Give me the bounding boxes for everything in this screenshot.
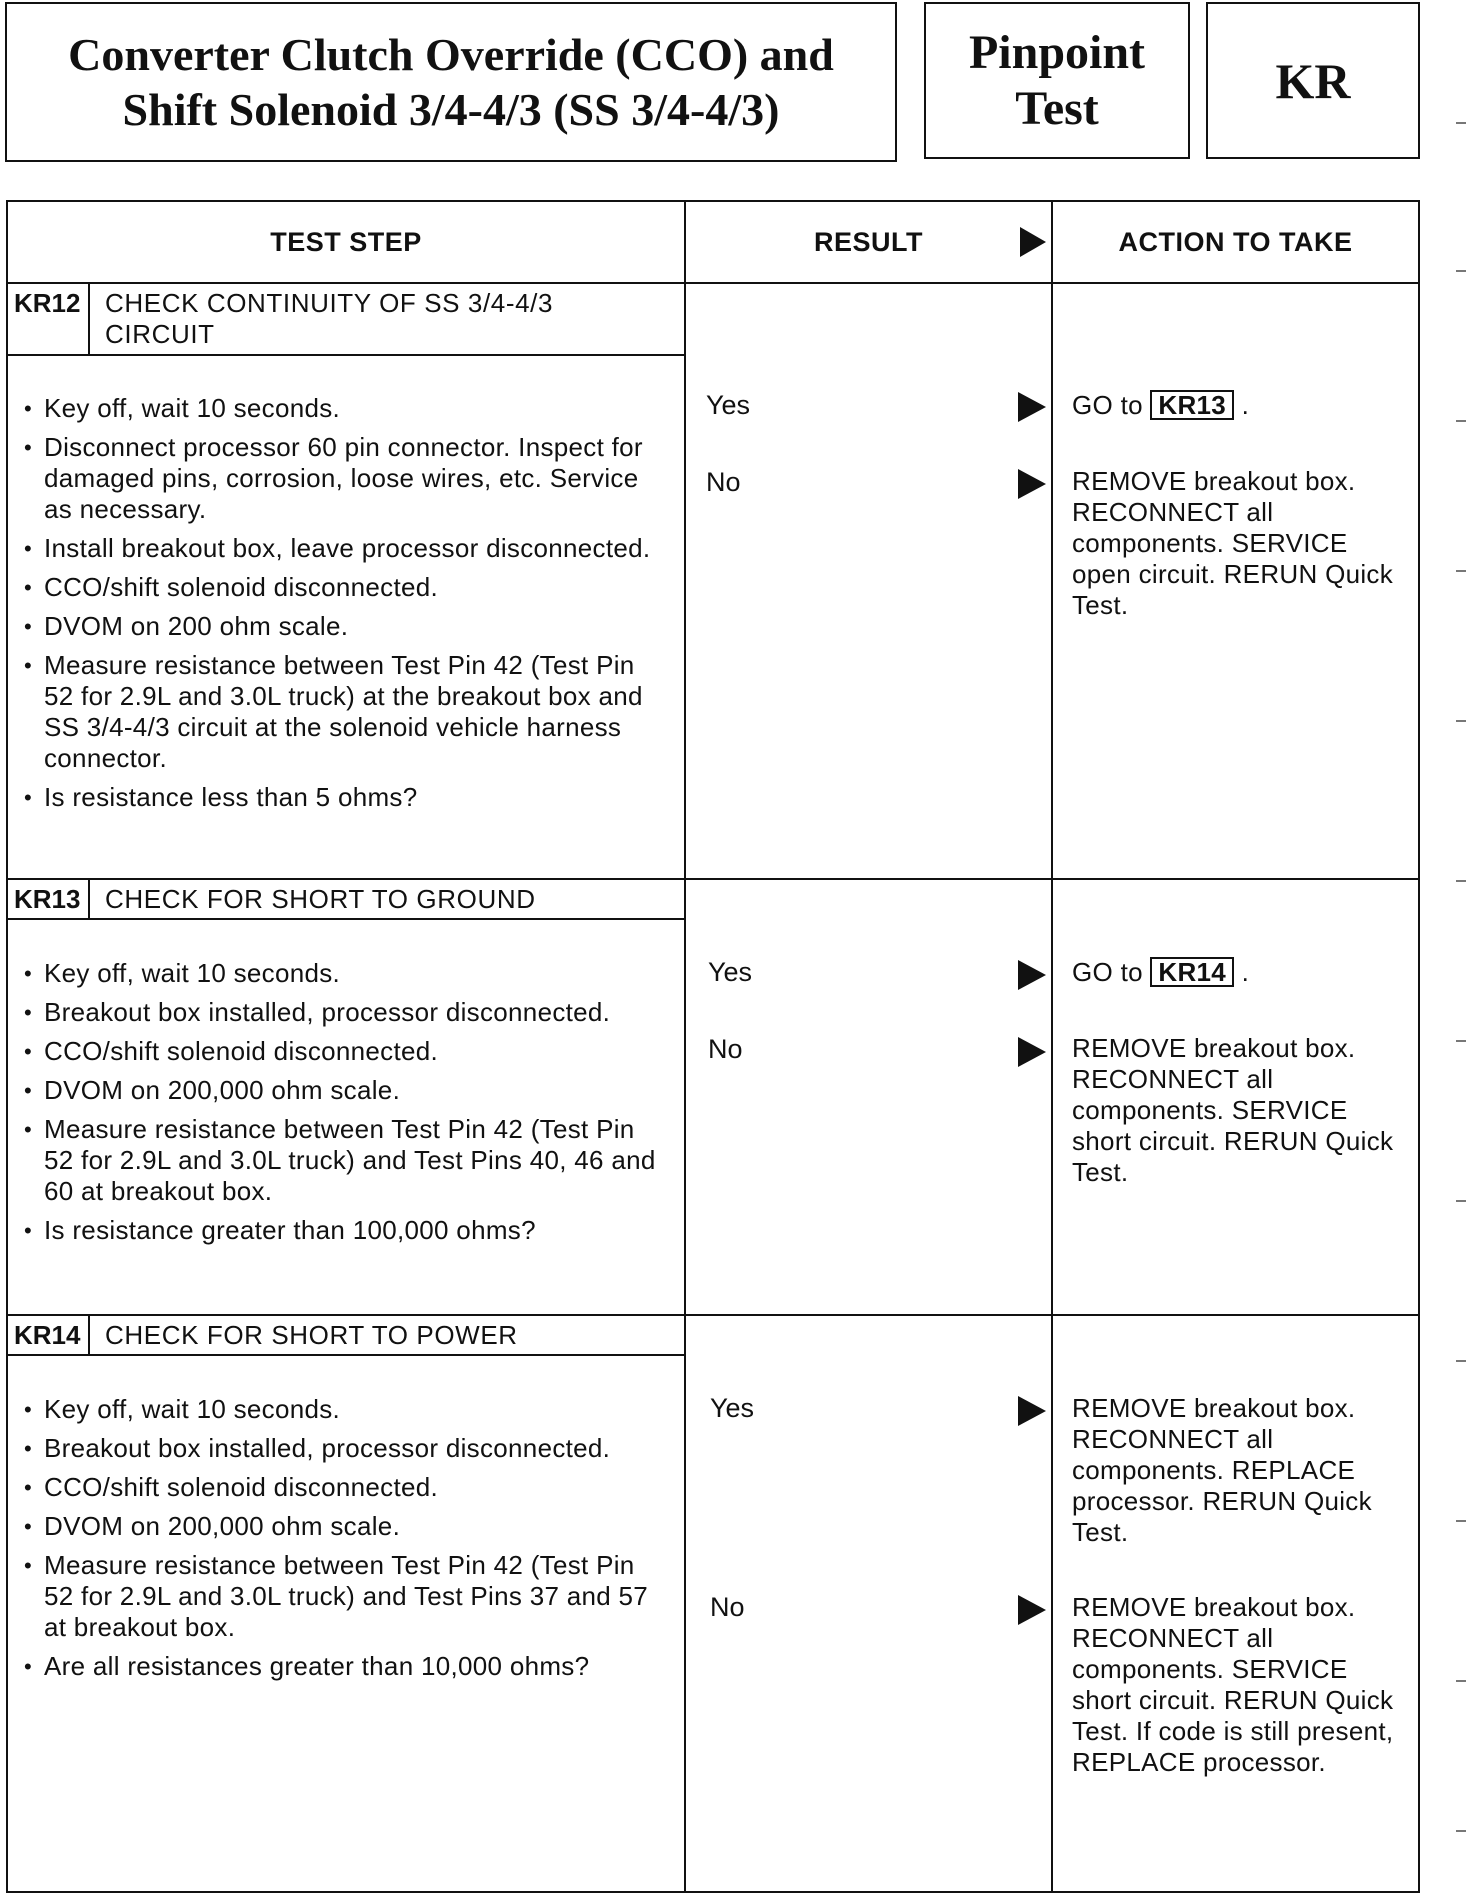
margin-tick [1456, 720, 1466, 722]
action-text: REMOVE breakout box. RECONNECT all components. SERVICE short circuit. RERUN Quick Test. [1072, 1033, 1394, 1187]
goto-step-link[interactable]: KR14 [1150, 957, 1234, 987]
step-title-line-2: CIRCUIT [105, 319, 215, 349]
goto-step-link[interactable]: KR13 [1150, 390, 1234, 420]
list-item: • Install breakout box, leave processor disconnected. [22, 533, 662, 564]
margin-tick [1456, 570, 1466, 572]
margin-tick [1456, 1040, 1466, 1042]
list-item: • Is resistance greater than 100,000 ohms? [22, 1215, 662, 1246]
action-text: REMOVE breakout box. RECONNECT all components. REPLACE processor. RERUN Quick Test. [1072, 1393, 1372, 1547]
step-header-kr12 [8, 282, 684, 356]
column-header-test-step: TEST STEP [270, 226, 422, 257]
step-title-line-1: CHECK FOR SHORT TO POWER [105, 1320, 518, 1350]
list-item: • Measure resistance between Test Pin 42 (Test Pin 52 for 2.9L and 3.0L truck) and Test Pins 40, 46 and 60 at breakout box. [22, 1114, 662, 1207]
test-type-line-2: Test [1015, 81, 1099, 135]
step-title [105, 884, 536, 915]
step-title [105, 1320, 518, 1351]
margin-tick [1456, 1830, 1466, 1832]
action-text: REMOVE breakout box. RECONNECT all components. SERVICE short circuit. RERUN Quick Test. If code is still present, REPLACE processor. [1072, 1592, 1394, 1777]
title-box [5, 2, 897, 162]
action-prefix: GO to [1072, 390, 1143, 420]
column-header-action: ACTION TO TAKE [1118, 226, 1353, 257]
column-header-result: RESULT [814, 226, 923, 257]
margin-tick [1456, 420, 1466, 422]
margin-tick [1456, 1200, 1466, 1202]
result-no: No [706, 467, 741, 497]
result-no: No [710, 1592, 745, 1622]
step-title-line-1: CHECK FOR SHORT TO GROUND [105, 884, 536, 914]
arrow-icon [1018, 1037, 1046, 1067]
result-yes: Yes [708, 957, 753, 987]
list-item: • CCO/shift solenoid disconnected. [22, 1036, 662, 1067]
step-instructions-kr12 [22, 393, 662, 821]
list-item: • CCO/shift solenoid disconnected. [22, 1472, 662, 1503]
test-code-box [1206, 2, 1420, 159]
list-item: • Are all resistances greater than 10,000 ohms? [22, 1651, 662, 1682]
list-item: • DVOM on 200,000 ohm scale. [22, 1511, 662, 1542]
margin-tick [1456, 1360, 1466, 1362]
step-instructions-kr14 [22, 1394, 662, 1690]
step-instructions-kr13 [22, 958, 662, 1254]
arrow-icon [1018, 960, 1046, 990]
result-no: No [708, 1034, 743, 1064]
arrow-icon [1018, 1396, 1046, 1426]
result-arrow-icon [1020, 227, 1046, 257]
action-text: REMOVE breakout box. RECONNECT all components. SERVICE open circuit. RERUN Quick Test. [1072, 466, 1394, 620]
action-suffix: . [1241, 390, 1250, 420]
list-item: • Key off, wait 10 seconds. [22, 393, 662, 424]
list-item: • Measure resistance between Test Pin 42 (Test Pin 52 for 2.9L and 3.0L truck) at the breakout box and SS 3/4-4/3 circuit at the solenoid vehicle harness connector. [22, 650, 662, 774]
list-item: • Key off, wait 10 seconds. [22, 958, 662, 989]
step-id: KR12 [8, 282, 90, 354]
title-line-1: Converter Clutch Override (CCO) and [68, 29, 834, 80]
list-item: • Breakout box installed, processor disconnected. [22, 1433, 662, 1464]
margin-tick [1456, 880, 1466, 882]
test-code: KR [1275, 52, 1351, 109]
action-prefix: GO to [1072, 957, 1143, 987]
test-type-box [924, 2, 1190, 159]
margin-tick [1456, 1680, 1466, 1682]
list-item: • Breakout box installed, processor disconnected. [22, 997, 662, 1028]
title-line-2: Shift Solenoid 3/4-4/3 (SS 3/4-4/3) [122, 84, 780, 135]
step-title-line-1: CHECK CONTINUITY OF SS 3/4-4/3 [105, 288, 554, 318]
test-type-line-1: Pinpoint [968, 25, 1146, 79]
step-title [105, 288, 553, 350]
result-yes: Yes [710, 1393, 755, 1423]
step-header-kr13 [8, 878, 684, 920]
arrow-icon [1018, 469, 1046, 499]
action-goto [1072, 957, 1402, 988]
list-item: • Measure resistance between Test Pin 42 (Test Pin 52 for 2.9L and 3.0L truck) and Test Pins 37 and 57 at breakout box. [22, 1550, 662, 1643]
step-header-kr14 [8, 1314, 684, 1356]
margin-tick [1456, 1520, 1466, 1522]
action-suffix: . [1241, 957, 1250, 987]
list-item: • Disconnect processor 60 pin connector. Inspect for damaged pins, corrosion, loose wires, etc. Service as necessary. [22, 432, 662, 525]
step-id: KR14 [8, 1314, 90, 1354]
result-yes: Yes [706, 390, 751, 420]
step-id: KR13 [8, 878, 90, 918]
margin-tick [1456, 122, 1466, 124]
column-divider [1051, 202, 1053, 1891]
action-goto [1072, 390, 1402, 421]
list-item: • DVOM on 200,000 ohm scale. [22, 1075, 662, 1106]
page-title [68, 27, 834, 137]
arrow-icon [1018, 392, 1046, 422]
arrow-icon [1018, 1595, 1046, 1625]
list-item: • CCO/shift solenoid disconnected. [22, 572, 662, 603]
column-divider [684, 202, 686, 1891]
list-item: • DVOM on 200 ohm scale. [22, 611, 662, 642]
list-item: • Is resistance less than 5 ohms? [22, 782, 662, 813]
margin-tick [1456, 270, 1466, 272]
list-item: • Key off, wait 10 seconds. [22, 1394, 662, 1425]
